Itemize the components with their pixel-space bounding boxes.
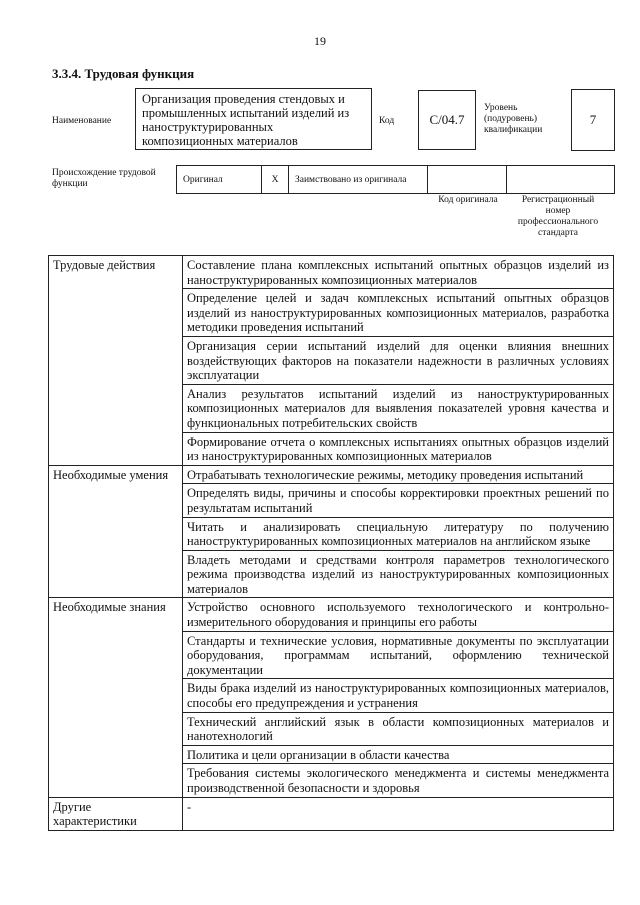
- section-item: Владеть методами и средствами контроля параметров технологического режима производства изделий из наноструктурированных композиционных материалов: [183, 550, 614, 598]
- section-item: Организация серии испытаний изделий для оценки влияния внешних воздействующих факторов на показатели надежности в различных условиях эксплуатации: [183, 336, 614, 384]
- table-row: [49, 797, 614, 830]
- labor-function-table: [48, 255, 614, 831]
- table-row: [49, 598, 614, 631]
- section-item: -: [183, 797, 614, 830]
- section-item: Технический английский язык в области композиционных материалов и нанотехнологий: [183, 712, 614, 745]
- original-mark: Х: [262, 166, 289, 194]
- borrowed-label: Заимствовано из оригинала: [289, 166, 428, 194]
- origin-table: [176, 165, 615, 194]
- section-name: Другие характеристики: [49, 797, 183, 830]
- function-code-box: С/04.7: [418, 90, 476, 150]
- section-title: 3.3.4. Трудовая функция: [52, 66, 195, 81]
- section-item: Определять виды, причины и способы корректировки проектных решений по результатам испытаний: [183, 484, 614, 517]
- section-item: Стандарты и технические условия, нормативные документы по эксплуатации оборудования, программам испытаний, оформлению технической документации: [183, 631, 614, 679]
- section-item: Определение целей и задач комплексных испытаний опытных образцов изделий из наноструктурированных композиционных материалов, разработка методики проведения испытаний: [183, 289, 614, 337]
- page-number: 19: [314, 34, 326, 48]
- origin-label: Происхождение трудовой функции: [52, 168, 156, 189]
- table-row: [49, 256, 614, 289]
- section-item: Требования системы экологического менеджмента и системы менеджмента производственной безопасности и здоровья: [183, 764, 614, 797]
- section-item: Отрабатывать технологические режимы, методику проведения испытаний: [183, 465, 614, 484]
- section-item: Политика и цели организации в области качества: [183, 745, 614, 764]
- section-item: Виды брака изделий из наноструктурированных композиционных материалов, способы его предупреждения и устранения: [183, 679, 614, 712]
- section-item: Устройство основного используемого технологического и контрольно-измерительного оборудования и принципы его работы: [183, 598, 614, 631]
- name-label: Наименование: [52, 116, 112, 126]
- function-name-box: Организация проведения стендовых и промышленных испытаний изделий из наноструктурированных композиционных материалов: [135, 88, 372, 150]
- section-item: Составление плана комплексных испытаний опытных образцов изделий из наноструктурированных композиционных материалов: [183, 256, 614, 289]
- code-label: Код: [379, 116, 395, 126]
- section-name: Необходимые знания: [49, 598, 183, 797]
- original-code-cell: [428, 166, 507, 194]
- section-item: Формирование отчета о комплексных испытаниях опытных образцов изделий из наноструктурированных композиционных материалов: [183, 432, 614, 465]
- original-label: Оригинал: [177, 166, 262, 194]
- section-name: Трудовые действия: [49, 256, 183, 466]
- level-label: Уровень (подуровень) квалификации: [484, 103, 543, 135]
- section-item: Читать и анализировать специальную литературу по получению наноструктурированных композиционных материалов на английском языке: [183, 517, 614, 550]
- original-code-caption: Код оригинала: [438, 195, 498, 205]
- registration-number-caption: Регистрационный номер профессионального стандарта: [517, 195, 599, 238]
- table-row: [49, 465, 614, 484]
- registration-number-cell: [507, 166, 615, 194]
- qualification-level-box: 7: [571, 89, 615, 151]
- section-item: Анализ результатов испытаний изделий из наноструктурированных композиционных материалов для выявления показателей уровня качества и функциональных потребительских свойств: [183, 384, 614, 432]
- section-name: Необходимые умения: [49, 465, 183, 598]
